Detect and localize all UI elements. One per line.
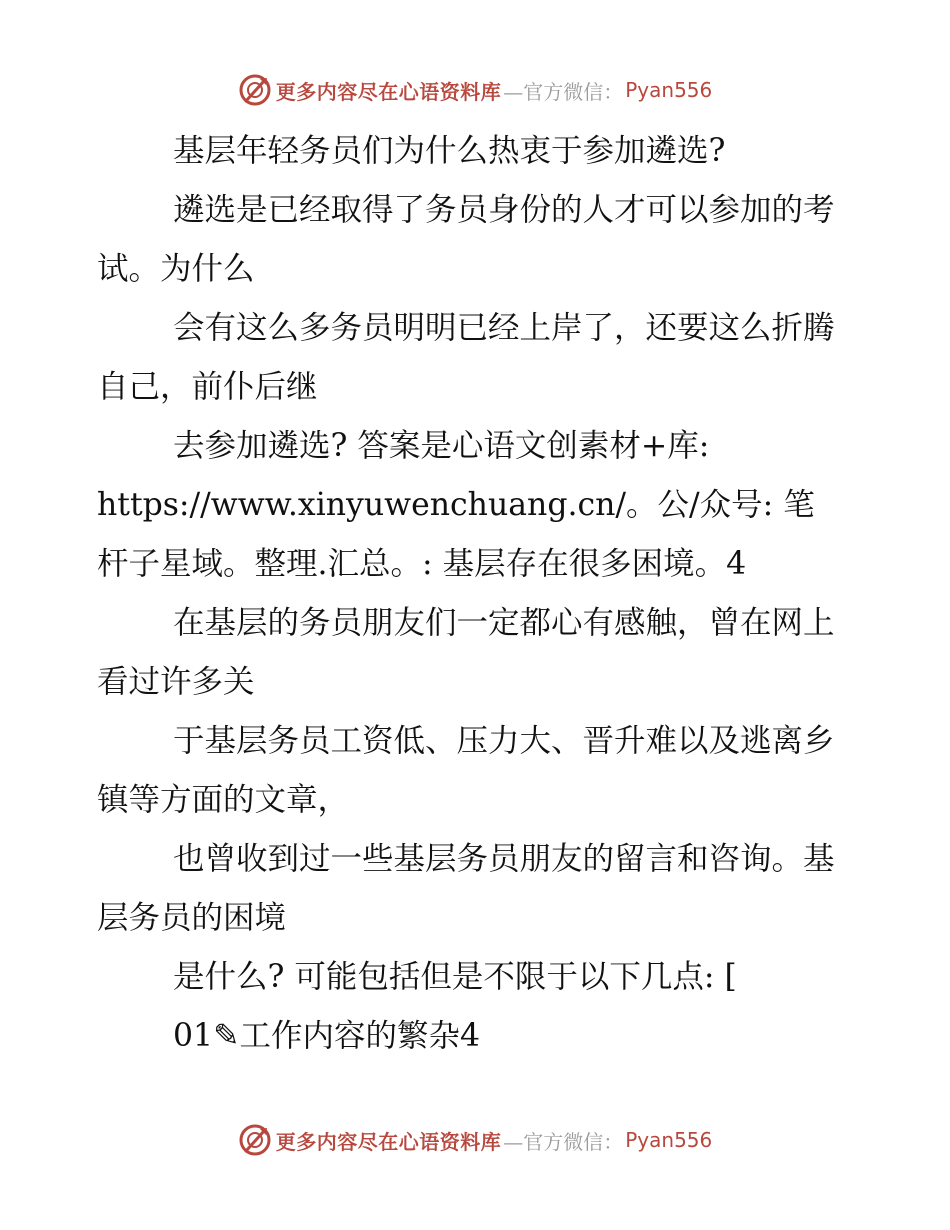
banner-wechat-label: —官方微信： [503, 79, 624, 104]
banner-wechat-id: Pyan556 [625, 78, 713, 102]
banner-wechat-label: —官方微信： [503, 1129, 624, 1154]
banner-brand-text: 更多内容尽在心语资料库 [275, 1129, 502, 1154]
text-line: https://www.xinyuwenchuang.cn/。公/众号: 笔 [97, 487, 815, 523]
text-line: 也曾收到过一些基层务员朋友的留言和咨询。基 [173, 841, 835, 877]
document-body [97, 122, 857, 1066]
footer-watermark-banner [0, 1120, 950, 1160]
text-line: 会有这么多务员明明已经上岸了，还要这么折腾 [173, 310, 835, 346]
text-line: 试。为什么 [97, 251, 255, 287]
text-line: 01✎工作内容的繁杂4 [173, 1018, 481, 1054]
text-line: 是什么? 可能包括但是不限于以下几点: [ [173, 959, 737, 995]
text-line: 镇等方面的文章， [97, 782, 350, 818]
brand-logo-icon [238, 1123, 272, 1157]
text-line: 在基层的务员朋友们一定都心有感触，曾在网上 [173, 605, 835, 641]
text-line: 杆子星域。整理.汇总。: 基层存在很多困境。4 [97, 546, 747, 582]
brand-logo-icon [238, 73, 272, 107]
text-line: 基层年轻务员们为什么热衷于参加遴选? [173, 133, 726, 169]
text-line: 遴选是已经取得了务员身份的人才可以参加的考 [173, 192, 835, 228]
text-line: 层务员的困境 [97, 900, 287, 936]
text-line: 看过许多关 [97, 664, 255, 700]
text-line: 于基层务员工资低、压力大、晋升难以及逃离乡 [173, 723, 835, 759]
banner-wechat-id: Pyan556 [625, 1128, 713, 1152]
text-line: 自己，前仆后继 [97, 369, 318, 405]
header-watermark-banner [0, 70, 950, 110]
text-line: 去参加遴选? 答案是心语文创素材+库: [173, 428, 710, 464]
banner-brand-text: 更多内容尽在心语资料库 [275, 79, 502, 104]
